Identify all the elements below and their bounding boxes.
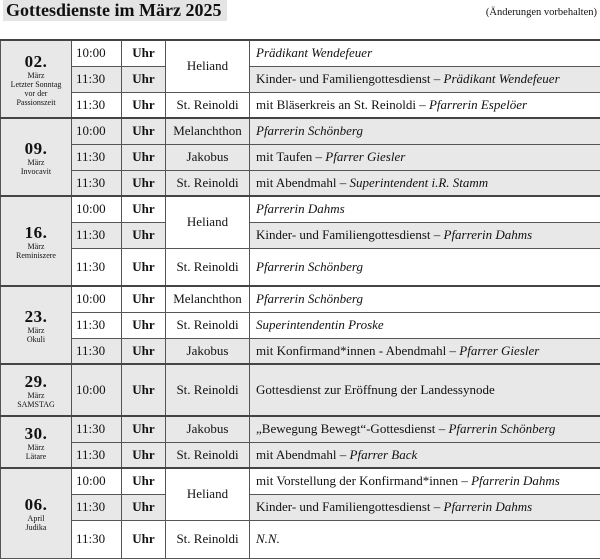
service-detail: mit Vorstellung der Konfirmand*innen bbox=[256, 473, 459, 489]
dash-separator: – bbox=[415, 96, 429, 112]
uhr-label: Uhr bbox=[122, 92, 166, 118]
officiant-name: Pfarrerin Schönberg bbox=[256, 291, 363, 307]
table-row bbox=[1, 520, 600, 558]
service-description bbox=[250, 40, 600, 66]
dash-separator: – bbox=[435, 421, 449, 437]
date-cell bbox=[1, 286, 72, 364]
table-row bbox=[1, 248, 600, 286]
table-row bbox=[1, 442, 600, 468]
schedule-table bbox=[0, 39, 600, 559]
uhr-label: Uhr bbox=[122, 416, 166, 442]
officiant-name: Pfarrerin Dahms bbox=[256, 201, 345, 217]
day-number: 30. bbox=[24, 424, 48, 443]
page-title: Gottesdienste im März 2025 bbox=[3, 0, 227, 21]
month-label: April bbox=[27, 514, 45, 524]
month-label: März bbox=[27, 326, 45, 335]
liturgical-name: Judika bbox=[25, 523, 47, 533]
uhr-label: Uhr bbox=[122, 40, 166, 66]
month-label: März bbox=[27, 158, 45, 167]
uhr-label: Uhr bbox=[122, 118, 166, 144]
church-cell: Jakobus bbox=[166, 416, 250, 442]
liturgical-name: vor der bbox=[24, 89, 48, 98]
time-cell: 10:00 bbox=[72, 40, 122, 66]
liturgical-name: Reminiszere bbox=[16, 251, 56, 260]
disclaimer-note: (Änderungen vorbehalten) bbox=[485, 7, 597, 18]
service-description bbox=[250, 468, 600, 494]
dash-separator: – bbox=[312, 149, 326, 164]
day-number: 06. bbox=[24, 495, 48, 515]
officiant-name: Prädikant Wendefeuer bbox=[443, 71, 560, 86]
time-cell: 11:30 bbox=[72, 170, 122, 196]
dash-separator: – bbox=[430, 499, 444, 514]
month-label: März bbox=[27, 391, 45, 400]
service-description bbox=[250, 170, 600, 196]
table-row bbox=[1, 222, 600, 248]
service-description bbox=[250, 312, 600, 338]
dash-separator: – bbox=[336, 446, 350, 462]
table-row bbox=[1, 312, 600, 338]
table-row bbox=[1, 286, 600, 312]
officiant-name: Pfarrerin Dahms bbox=[443, 227, 533, 242]
church-cell: St. Reinoldi bbox=[166, 92, 250, 118]
liturgical-name: Letzter Sonntag bbox=[10, 80, 62, 89]
service-description bbox=[250, 442, 600, 468]
officiant-name: Pfarrerin Schönberg bbox=[448, 421, 556, 437]
time-cell: 10:00 bbox=[72, 468, 122, 494]
table-row bbox=[1, 40, 600, 66]
service-description bbox=[250, 222, 600, 248]
service-description bbox=[250, 118, 600, 144]
day-number: 29. bbox=[24, 372, 48, 391]
officiant-name: Superintendent i.R. Stamm bbox=[349, 174, 489, 190]
uhr-label: Uhr bbox=[122, 170, 166, 196]
liturgical-name: Invocavit bbox=[20, 167, 52, 176]
time-cell: 10:00 bbox=[72, 196, 122, 222]
dash-separator: – bbox=[446, 342, 460, 358]
time-cell: 11:30 bbox=[72, 494, 122, 520]
service-detail: mit Bläserkreis an St. Reinoldi bbox=[256, 96, 416, 112]
service-detail: Gottesdienst zur Eröffnung der Landessynode bbox=[256, 382, 495, 397]
service-description bbox=[250, 92, 600, 118]
table-row bbox=[1, 118, 600, 144]
service-detail: mit Taufen bbox=[256, 149, 313, 164]
day-number: 23. bbox=[24, 307, 48, 326]
service-description bbox=[250, 338, 600, 364]
date-cell bbox=[1, 118, 72, 196]
uhr-label: Uhr bbox=[122, 66, 166, 92]
month-label: März bbox=[27, 242, 45, 251]
time-cell: 10:00 bbox=[72, 364, 122, 416]
dash-separator: – bbox=[430, 71, 444, 86]
time-cell: 11:30 bbox=[72, 442, 122, 468]
liturgical-name: Okuli bbox=[26, 335, 46, 344]
time-cell: 11:30 bbox=[72, 92, 122, 118]
service-detail: Kinder- und Familiengottesdienst bbox=[256, 227, 431, 242]
time-cell: 11:30 bbox=[72, 338, 122, 364]
time-cell: 10:00 bbox=[72, 118, 122, 144]
service-detail: Kinder- und Familiengottesdienst bbox=[256, 499, 431, 514]
uhr-label: Uhr bbox=[122, 520, 166, 558]
service-description bbox=[250, 66, 600, 92]
table-row bbox=[1, 196, 600, 222]
table-row bbox=[1, 66, 600, 92]
service-detail: mit Abendmahl bbox=[256, 446, 337, 462]
date-cell bbox=[1, 364, 72, 416]
schedule-body bbox=[1, 40, 600, 558]
month-label: März bbox=[27, 71, 45, 80]
uhr-label: Uhr bbox=[122, 196, 166, 222]
dash-separator: – bbox=[458, 473, 472, 489]
table-row bbox=[1, 494, 600, 520]
officiant-name: Pfarrerin Dahms bbox=[471, 473, 560, 489]
service-description bbox=[250, 196, 600, 222]
month-label: März bbox=[27, 443, 45, 452]
church-cell: St. Reinoldi bbox=[166, 520, 250, 558]
officiant-name: Pfarrerin Schönberg bbox=[256, 258, 363, 274]
officiant-name: Prädikant Wendefeuer bbox=[256, 45, 373, 61]
church-cell: Melanchthon bbox=[166, 118, 250, 144]
table-row bbox=[1, 170, 600, 196]
uhr-label: Uhr bbox=[122, 286, 166, 312]
service-description bbox=[250, 364, 600, 416]
table-row bbox=[1, 92, 600, 118]
church-cell: St. Reinoldi bbox=[166, 364, 250, 416]
table-row bbox=[1, 468, 600, 494]
officiant-name: Superintendentin Proske bbox=[256, 317, 384, 332]
officiant-name: N.N. bbox=[256, 531, 280, 546]
service-description bbox=[250, 520, 600, 558]
church-cell: St. Reinoldi bbox=[166, 442, 250, 468]
liturgical-name: Lätare bbox=[25, 452, 47, 461]
officiant-name: Pfarrer Back bbox=[349, 446, 418, 462]
service-description bbox=[250, 248, 600, 286]
church-cell: Heliand bbox=[166, 196, 250, 248]
church-cell: Jakobus bbox=[166, 338, 250, 364]
officiant-name: Pfarrer Giesler bbox=[459, 342, 540, 358]
service-description bbox=[250, 416, 600, 442]
time-cell: 11:30 bbox=[72, 222, 122, 248]
time-cell: 11:30 bbox=[72, 248, 122, 286]
church-cell: St. Reinoldi bbox=[166, 248, 250, 286]
day-number: 02. bbox=[24, 52, 48, 71]
service-description bbox=[250, 144, 600, 170]
uhr-label: Uhr bbox=[122, 222, 166, 248]
church-cell: Heliand bbox=[166, 468, 250, 520]
officiant-name: Pfarrerin Dahms bbox=[443, 499, 533, 514]
time-cell: 10:00 bbox=[72, 286, 122, 312]
service-description bbox=[250, 286, 600, 312]
day-number: 09. bbox=[24, 139, 48, 158]
uhr-label: Uhr bbox=[122, 364, 166, 416]
uhr-label: Uhr bbox=[122, 312, 166, 338]
service-detail: mit Abendmahl bbox=[256, 174, 337, 190]
service-description bbox=[250, 494, 600, 520]
header bbox=[0, 0, 600, 22]
dash-separator: – bbox=[336, 174, 350, 190]
date-cell bbox=[1, 40, 72, 118]
time-cell: 11:30 bbox=[72, 66, 122, 92]
service-detail: mit Konfirmand*innen - Abendmahl bbox=[256, 342, 447, 358]
time-cell: 11:30 bbox=[72, 144, 122, 170]
church-cell: Heliand bbox=[166, 40, 250, 92]
table-row bbox=[1, 144, 600, 170]
liturgical-name: SAMSTAG bbox=[17, 400, 55, 409]
date-cell bbox=[1, 468, 72, 558]
table-row bbox=[1, 338, 600, 364]
table-row bbox=[1, 364, 600, 416]
church-cell: Jakobus bbox=[166, 144, 250, 170]
date-cell bbox=[1, 196, 72, 286]
time-cell: 11:30 bbox=[72, 416, 122, 442]
table-row bbox=[1, 416, 600, 442]
uhr-label: Uhr bbox=[122, 494, 166, 520]
dash-separator: – bbox=[430, 227, 444, 242]
date-cell bbox=[1, 416, 72, 468]
time-cell: 11:30 bbox=[72, 520, 122, 558]
church-cell: Melanchthon bbox=[166, 286, 250, 312]
officiant-name: Pfarrer Giesler bbox=[325, 149, 406, 164]
officiant-name: Pfarrerin Schönberg bbox=[256, 123, 363, 139]
officiant-name: Pfarrerin Espelöer bbox=[428, 96, 528, 112]
liturgical-name: Passionszeit bbox=[16, 98, 56, 107]
uhr-label: Uhr bbox=[122, 468, 166, 494]
church-cell: St. Reinoldi bbox=[166, 312, 250, 338]
church-cell: St. Reinoldi bbox=[166, 170, 250, 196]
day-number: 16. bbox=[24, 223, 48, 242]
uhr-label: Uhr bbox=[122, 442, 166, 468]
time-cell: 11:30 bbox=[72, 312, 122, 338]
uhr-label: Uhr bbox=[122, 248, 166, 286]
uhr-label: Uhr bbox=[122, 144, 166, 170]
uhr-label: Uhr bbox=[122, 338, 166, 364]
service-detail: „Bewegung Bewegt“-Gottesdienst bbox=[256, 421, 436, 437]
service-detail: Kinder- und Familiengottesdienst bbox=[256, 71, 431, 86]
